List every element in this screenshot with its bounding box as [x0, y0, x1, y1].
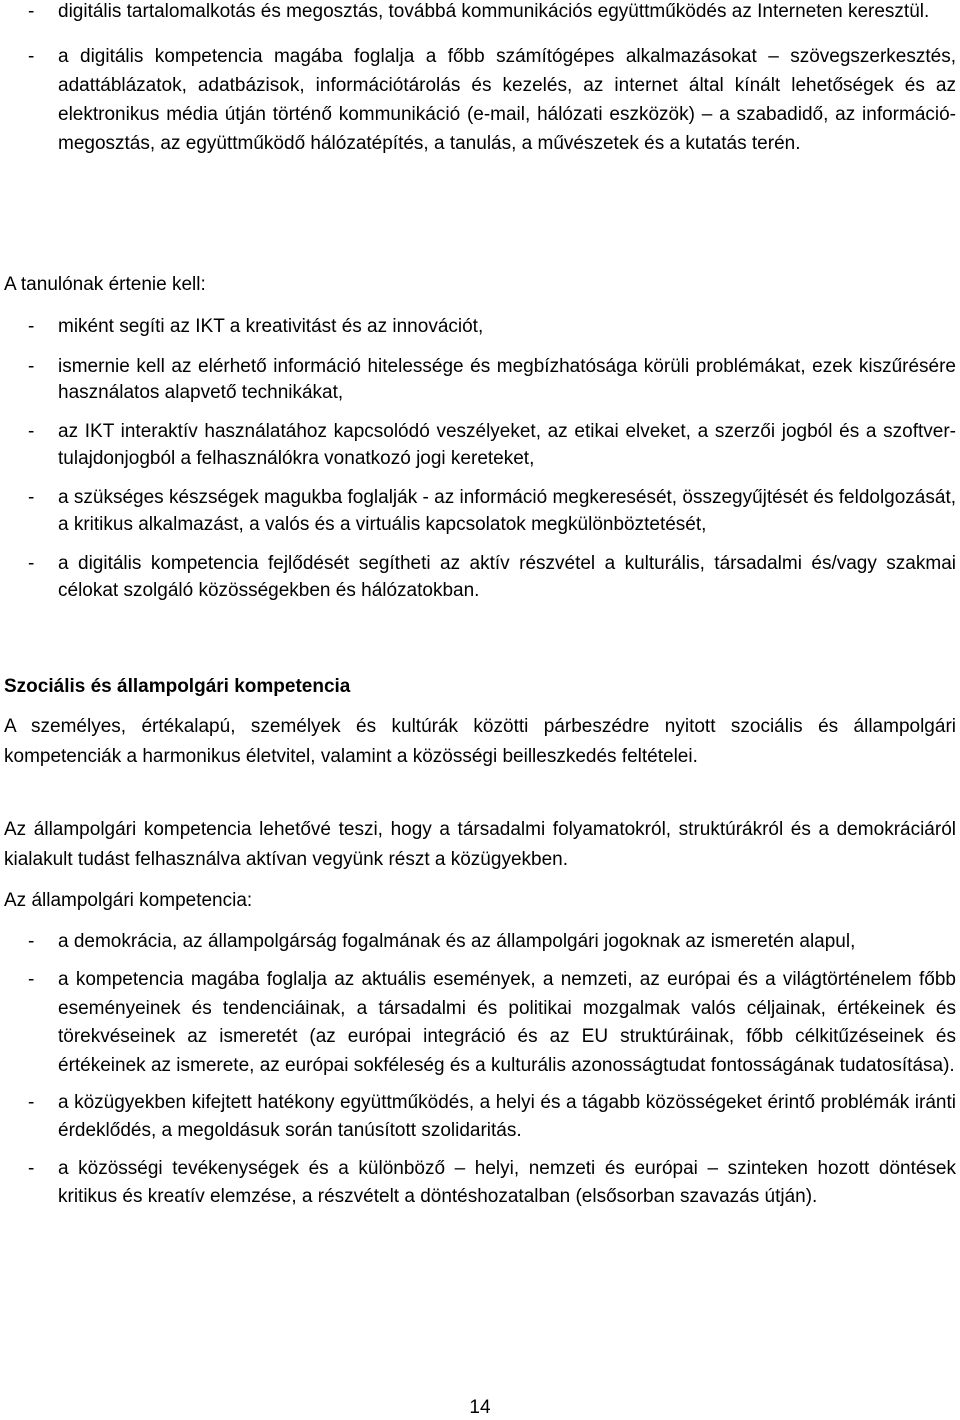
- digital-competence-list: [0, 0, 960, 158]
- list-dash: -: [28, 553, 35, 574]
- list-item: [0, 1155, 960, 1211]
- list-item-text: a szükséges készségek magukba foglalják - az információ megkeresését, összegyűjtését és feldolgozását, a kritikus alkalmazást, a valós és a virtuális kapcsolatok megkülönböztetését,: [58, 487, 956, 535]
- list-item: [0, 312, 960, 341]
- list-item-text: a közügyekben kifejtett hatékony együttműködés, a helyi és a tágabb közösségeket érintő problémák iránti érdeklődés, a megoldásuk során tanúsított szolidaritás.: [58, 1092, 956, 1141]
- list-item: [0, 42, 960, 158]
- list-item: [0, 0, 960, 26]
- list-item-text: a digitális kompetencia fejlődését segítheti az aktív részvétel a kulturális, társadalmi és/vagy szakmai célokat szolgáló közösségekben és hálózatokban.: [58, 553, 956, 601]
- citizen-intro: Az állampolgári kompetencia:: [4, 890, 253, 911]
- list-item-text: miként segíti az IKT a kreativitást és az innovációt,: [58, 316, 484, 337]
- student-requirements-list: [0, 312, 960, 604]
- list-item-text: digitális tartalomalkotás és megosztás, továbbá kommunikációs együttműködés az Interneten keresztül.: [58, 1, 930, 22]
- list-dash: -: [28, 356, 35, 377]
- social-competence-paragraph: A személyes, értékalapú, személyek és kultúrák közötti párbeszédre nyitott szociális és állampolgári kompetenciák a harmonikus életvitel, valamint a közösségi beilleszkedés feltételei.: [4, 716, 956, 767]
- list-item-text: ismernie kell az elérhető információ hitelessége és megbízhatósága körüli problémákat, ezek kiszűrésére használatos alapvető technikákat,: [58, 356, 956, 403]
- list-item-text: a demokrácia, az állampolgárság fogalmának és az állampolgári jogoknak az ismeretén alapul,: [58, 931, 856, 952]
- list-item-text: a kompetencia magába foglalja az aktuális események, a nemzeti, az európai és a világtörténelem főbb eseményeinek és tendenciáinak, a társadalmi és politikai mozgalmak valós céljainak, értékeinek és törekvéseinek az ismeretét (az európai integráció és az EU struktúráinak, főbb célkitűzéseinek és értékeinek az ismerete, az európai sokféleség és a kulturális azonosságtudat fontosságának tudatosítása).: [58, 969, 956, 1076]
- list-item: [0, 1089, 960, 1145]
- list-item: [0, 966, 960, 1080]
- list-dash: -: [28, 1158, 35, 1179]
- list-item: [0, 354, 960, 406]
- citizen-competence-paragraph: Az állampolgári kompetencia lehetővé teszi, hogy a társadalmi folyamatokról, struktúrákról és a demokráciáról kialakult tudást felhasználva aktívan vegyünk részt a közügyekben.: [4, 819, 956, 870]
- list-dash: -: [28, 487, 35, 508]
- list-dash: -: [28, 316, 35, 337]
- list-item: [0, 928, 960, 956]
- list-dash: -: [28, 969, 35, 990]
- list-dash: -: [28, 421, 35, 442]
- citizen-competence-list: [0, 928, 960, 1211]
- section-heading: Szociális és állampolgári kompetencia: [4, 676, 351, 697]
- student-intro: A tanulónak értenie kell:: [4, 274, 206, 295]
- list-dash: -: [28, 1092, 35, 1113]
- list-item: [0, 418, 960, 472]
- list-item-text: a digitális kompetencia magába foglalja a főbb számítógépes alkalmazásokat – szövegszerkesztés, adattáblázatok, adatbázisok, információtárolás és kezelés, az internet által kínált lehetőségek és az elektronikus média útján történő kommunikáció (e-mail, hálózati eszközök) – a szabadidő, az információ-megosztás, az együttműködő hálózatépítés, a tanulás, a művészetek és a kutatás terén.: [58, 46, 956, 154]
- list-item-text: a közösségi tevékenységek és a különböző – helyi, nemzeti és európai – szinteken hozott döntések kritikus és kreatív elemzése, a részvételt a döntéshozatalban (elsősorban szavazás útján).: [58, 1158, 956, 1207]
- list-item-text: az IKT interaktív használatához kapcsolódó veszélyeket, az etikai elveket, a szerzői jogból és a szoftver-tulajdonjogból a felhasználókra vonatkozó jogi kereteket,: [58, 421, 956, 469]
- list-dash: -: [28, 46, 35, 67]
- list-dash: -: [28, 931, 35, 952]
- list-dash: -: [28, 1, 35, 22]
- list-item: [0, 550, 960, 604]
- page-number: 14: [469, 1397, 491, 1418]
- list-item: [0, 484, 960, 538]
